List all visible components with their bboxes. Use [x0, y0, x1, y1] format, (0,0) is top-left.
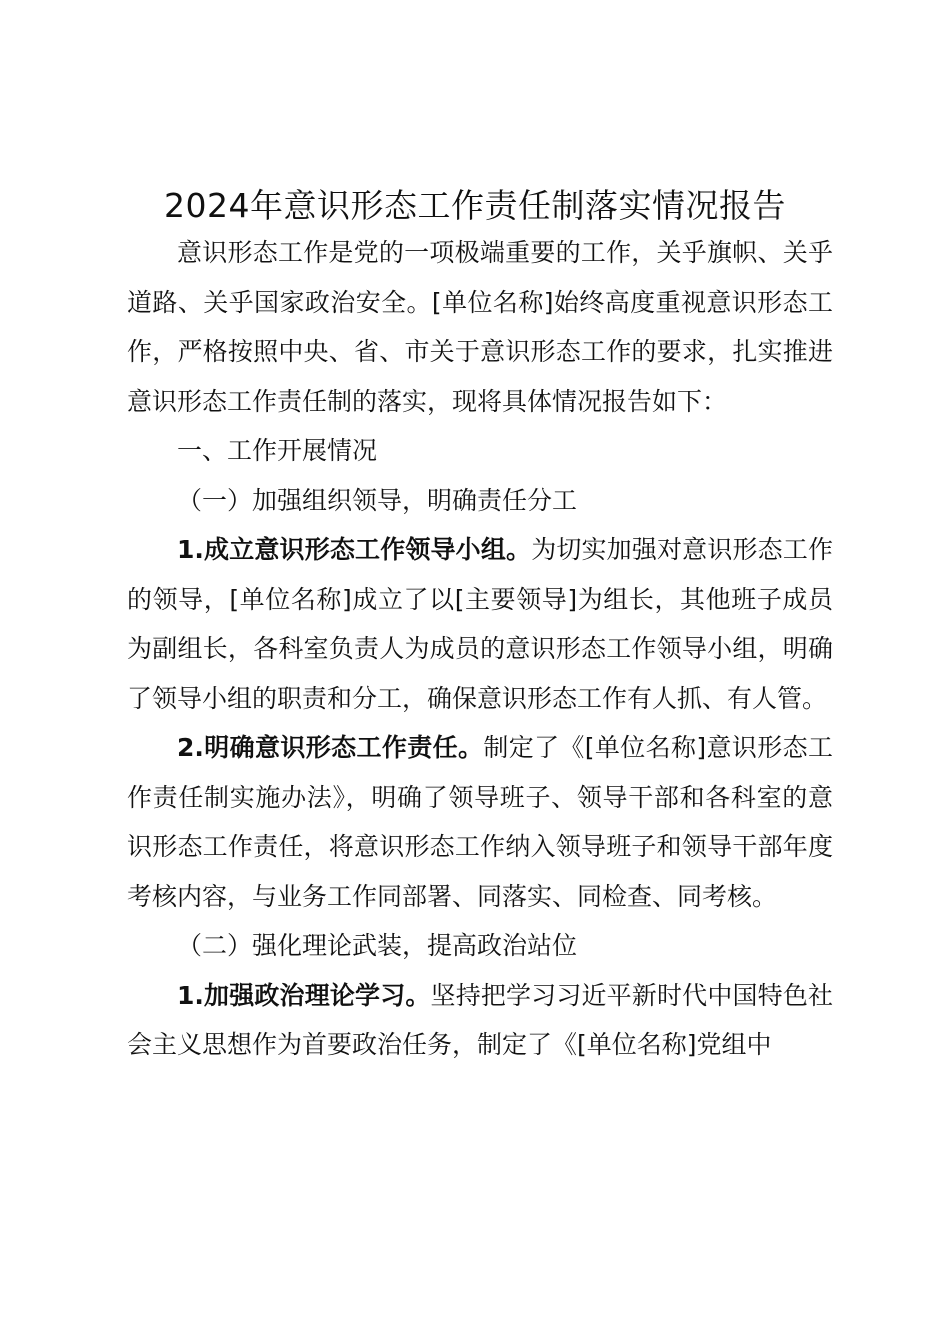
body-paragraph	[127, 971, 833, 1070]
document-body	[127, 228, 833, 1070]
intro-paragraph	[127, 228, 833, 426]
paragraph-lead: 2.明确意识形态工作责任。	[177, 733, 484, 762]
subsection-heading	[127, 921, 833, 971]
document-title: 2024年意识形态工作责任制落实情况报告	[164, 186, 786, 225]
paragraph-lead: 1.成立意识形态工作领导小组。	[177, 535, 532, 564]
paragraph-text: 制定了《[单位名称]意识形态工作责任制实施办法》，明确了领导班子、领导干部和各科室的意识形态工作责任，将意识形态工作纳入领导班子和领导干部年度考核内容，与业务工作同部署、同落实、同检查、同考核。	[127, 733, 833, 911]
subsection-heading	[127, 476, 833, 526]
body-paragraph	[127, 723, 833, 921]
paragraph-lead: 1.加强政治理论学习。	[177, 980, 431, 1010]
paragraph-text: （一）加强组织领导，明确责任分工	[177, 485, 578, 515]
paragraph-text: 为切实加强对意识形态工作的领导，[单位名称]成立了以[主要领导]为组长，其他班子成员为副组长，各科室负责人为成员的意识形态工作领导小组，明确了领导小组的职责和分工，确保意识形态工作有人抓、有人管。	[127, 535, 833, 713]
paragraph-text: 一、工作开展情况	[177, 436, 378, 465]
paragraph-text: 意识形态工作是党的一项极端重要的工作，关乎旗帜、关乎道路、关乎国家政治安全。[单位名称]始终高度重视意识形态工作，严格按照中央、省、市关于意识形态工作的要求，扎实推进意识形态工作责任制的落实，现将具体情况报告如下：	[127, 238, 833, 416]
paragraph-text: 坚持把学习习近平新时代中国特色社会主义思想作为首要政治任务，制定了《[单位名称]党组中	[127, 980, 833, 1059]
body-paragraph	[127, 525, 833, 723]
section-heading	[127, 426, 833, 476]
paragraph-text: （二）强化理论武装，提高政治站位	[177, 931, 578, 960]
